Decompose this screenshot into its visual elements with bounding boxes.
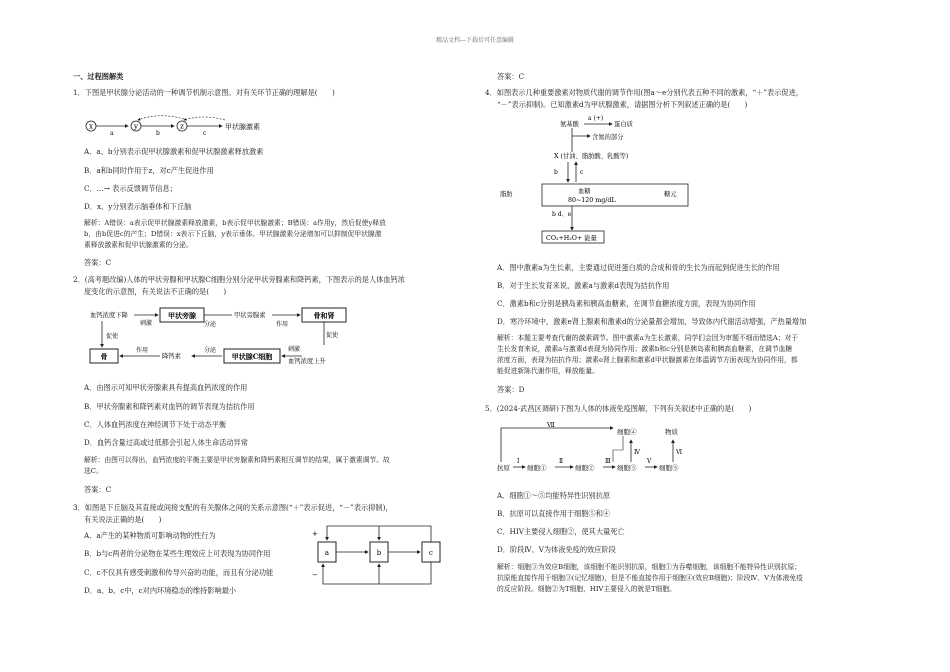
q2-stem-line2: 度变化的示意图，有关说法不正确的是( ) bbox=[84, 287, 227, 296]
q2-label-promote2: 促使 bbox=[326, 332, 339, 339]
q5-label-c3: 细胞③ bbox=[617, 464, 637, 472]
q3-option-d: D．a、b、c中，c对内环境稳态的维持影响最小 bbox=[84, 586, 237, 595]
q4-diagram bbox=[500, 112, 690, 244]
q1-analysis-line1: 解析：A错误：a表示促甲状腺激素释放激素，b表示促甲状腺激素；B错误：a作用y，然后促使y释放 bbox=[84, 219, 386, 227]
q4-option-c: C．激素b和c分别是胰岛素和胰高血糖素，在调节血糖浓度方面，表现为协同作用 bbox=[497, 299, 756, 308]
q2-label-act1: 作用 bbox=[276, 321, 289, 328]
q2-label-promote: 促使 bbox=[106, 333, 119, 340]
q4-stem-line2: “－”表示抑制)。已知激素d为甲状腺激素，请据图分析下列叙述正确的是( ) bbox=[497, 100, 748, 109]
q5-label-c2: 细胞② bbox=[575, 464, 595, 472]
q2-label-act2: 作用 bbox=[136, 347, 149, 354]
q3-label-b: b bbox=[376, 549, 382, 557]
q3-stem-line1: 3．如图是下丘脑及其直接或间接支配的有关腺体之间的关系示意图(“＋”表示促进，“－”表示抑制)， bbox=[73, 503, 393, 512]
q2-label-bone: 骨 bbox=[100, 352, 108, 361]
q3-label-c: c bbox=[429, 549, 433, 557]
q5-label-antigen: 抗原 bbox=[497, 464, 510, 472]
q4-label-amino: 氨基酸 bbox=[560, 121, 579, 128]
q4-label-glucose: 血糖 bbox=[578, 188, 591, 195]
q1-option-d: D．x、y分别表示脑垂体和下丘脑 bbox=[84, 202, 192, 211]
q1-label-a: a bbox=[110, 130, 114, 137]
q4-label-end: CO₂+H₂O+ 能量 bbox=[546, 235, 597, 242]
q2-analysis-line1: 解析：由图可以得出，血钙浓度的平衡主要是甲状旁腺素和降钙素相互调节的结果，属于激素调节。故 bbox=[84, 456, 390, 464]
q1-option-c: C．…→ 表示反馈调节信息； bbox=[84, 184, 177, 193]
q2-answer: 答案：C bbox=[84, 485, 112, 494]
q2-label-stim2: 刺激 bbox=[288, 346, 301, 353]
q2-label-pth: 甲状旁腺素 bbox=[234, 312, 266, 319]
q4-analysis-line3: 浓度方面，表现为拮抗作用；激素e肾上腺素和激素d甲状腺激素在体温调节方面表现为协同作用，都 bbox=[497, 356, 798, 364]
q5-label-III: Ⅲ bbox=[605, 458, 611, 465]
q3-label-minus: − bbox=[312, 571, 318, 579]
q1-analysis-line2: b，由b促进c的产生；D错误：x表示下丘脑，y表示垂体。甲状腺激素分泌增加可以抑制促甲状腺激 bbox=[84, 230, 382, 238]
q1-analysis-line3: 素释放激素和促甲状腺激素的分泌。 bbox=[84, 241, 193, 249]
q1-label-c: c bbox=[203, 130, 207, 137]
q3-diagram bbox=[308, 520, 448, 592]
q5-label-substance: 物质 bbox=[665, 428, 678, 436]
q3-label-plus: + bbox=[312, 530, 318, 538]
q1-label-y: y bbox=[134, 122, 138, 131]
q3-option-a: A．a产生的某种物质可影响动物的性行为 bbox=[84, 531, 216, 540]
q2-option-a: A．由图示可知甲状旁腺素具有提高血钙浓度的作用 bbox=[84, 383, 248, 392]
q4-label-nitrogen: 含氮的部分 bbox=[592, 134, 624, 141]
q5-stem: 5．(2024·武昌区调研)下图为人体的体液免疫图解，下列有关叙述中正确的是( ) bbox=[485, 404, 752, 413]
q5-option-d: D．阶段Ⅳ、Ⅴ为体液免疫的效应阶段 bbox=[497, 545, 616, 554]
q1-diagram bbox=[84, 116, 284, 138]
q4-option-d: D．寒冷环境中，激素e肾上腺素和激素d的分泌量都会增加，导致体内代谢活动增强，产热量增加 bbox=[497, 317, 807, 326]
q4-analysis-line1: 解析：本题主要考查代谢的激素调节。图中激素a为生长激素，同学们会因为审题不细而错选A；对于 bbox=[497, 334, 799, 342]
q1-option-a: A．a、b分别表示促甲状腺激素和促甲状腺激素释放激素 bbox=[84, 147, 264, 156]
q4-stem-line1: 4．如图表示几种重要激素对物质代谢的调节作用(图a～e分别代表五种不同的激素，“＋”表示促进， bbox=[485, 88, 803, 97]
q2-label-calcitonin: 降钙素 bbox=[162, 353, 181, 360]
q4-analysis-line4: 能促进新陈代谢作用，释放能量。 bbox=[497, 367, 599, 375]
q3-label-a: a bbox=[324, 549, 330, 557]
q5-label-c4: 细胞④ bbox=[617, 428, 637, 436]
q5-option-b: B．抗原可以直接作用于细胞⑤和④ bbox=[497, 509, 611, 518]
q5-label-V: Ⅴ bbox=[647, 458, 652, 465]
q5-label-VI: Ⅵ bbox=[676, 449, 683, 456]
q4-label-protein: 蛋白质 bbox=[614, 121, 633, 128]
q5-option-a: A．细胞①～⑤均能特异性识别抗原 bbox=[497, 491, 611, 500]
q5-analysis-line1: 解析：细胞③为效应B细胞，该细胞不能识别抗原，细胞①为吞噬细胞，该细胞不能特异性识别抗原； bbox=[497, 563, 802, 571]
q4-option-a: A．图中激素a为生长素，主要通过促进蛋白质的合成和骨的生长为而起到促进生长的作用 bbox=[497, 263, 780, 272]
page-header: 精品文档---下载后可任意编辑 bbox=[435, 37, 515, 44]
q5-label-c5: 细胞⑤ bbox=[659, 464, 679, 472]
q5-label-II: Ⅱ bbox=[559, 458, 564, 465]
q1-answer: 答案：C bbox=[84, 258, 112, 267]
q2-label-para: 甲状旁腺 bbox=[168, 311, 196, 320]
q2-label-stim1: 刺激 bbox=[140, 320, 153, 327]
q5-label-c1: 细胞① bbox=[527, 464, 547, 472]
q4-label-glucose-range: 80~120 mg/dL bbox=[568, 197, 616, 204]
q3-option-c: C．c不仅具有感受刺激和传导兴奋的功能，而且有分泌功能 bbox=[84, 568, 274, 577]
q2-stem-line1: 2．(高考题改编)人体的甲状旁腺和甲状腺C细胞分别分泌甲状旁腺素和降钙素，下图表示的是人体血钙浓 bbox=[73, 275, 405, 284]
q4-label-c: c bbox=[580, 169, 584, 176]
q2-analysis-line2: 选C。 bbox=[84, 467, 103, 475]
q1-label-target: 甲状腺激素 bbox=[225, 123, 260, 131]
q5-label-IV: Ⅳ bbox=[634, 449, 640, 456]
q2-label-secrete2: 分泌 bbox=[204, 347, 217, 354]
q1-label-z: z bbox=[180, 122, 184, 131]
q1-label-x: x bbox=[89, 122, 93, 131]
q3-option-b: B．b与c两者的分泌物在某些生理效应上可表现为协同作用 bbox=[84, 549, 271, 558]
q4-option-b: B．对于生长发育来说，激素a与激素d表现为拮抗作用 bbox=[497, 281, 670, 290]
q4-answer: 答案：D bbox=[497, 385, 525, 394]
q2-option-c: C．人体血钙浓度在神经调节下处于动态平衡 bbox=[84, 420, 227, 429]
q5-label-I: Ⅰ bbox=[517, 458, 520, 465]
q2-option-d: D．血钙含量过高或过低都会引起人体生命活动异常 bbox=[84, 438, 248, 447]
q5-label-VII: Ⅶ bbox=[547, 422, 555, 429]
section-title: 一、过程图解类 bbox=[73, 72, 124, 81]
q5-analysis-line2: 抗原能直接作用于细胞③(记忆细胞)，但是不能直接作用于细胞④(效应B细胞)；阶段Ⅳ、Ⅴ为体液免疫 bbox=[497, 574, 803, 582]
q2-diagram bbox=[88, 305, 358, 367]
q2-label-bone-kidney: 骨和肾 bbox=[313, 311, 335, 320]
q4-label-a: a (+) bbox=[588, 115, 604, 122]
q2-label-rise: 血钙浓度上升 bbox=[288, 358, 326, 365]
q4-label-de: b d、e bbox=[552, 211, 572, 218]
q2-label-drop: 血钙浓度下降 bbox=[90, 312, 128, 319]
q2-label-ccell: 甲状腺C细胞 bbox=[231, 352, 273, 361]
q1-option-b: B．a和b同时作用于z，对c产生促进作用 bbox=[84, 166, 214, 175]
q4-label-fat: 脂肪 bbox=[500, 191, 513, 198]
q2-option-b: B．甲状旁腺素和降钙素对血钙的调节表现为拮抗作用 bbox=[84, 402, 255, 411]
q5-analysis-line3: 的反应阶段。细胞②为T细胞，HIV主要侵入的就是T细胞。 bbox=[497, 585, 676, 593]
q1-stem: 1．下图是甲状腺分泌活动的一种调节机制示意图。对有关环节正确的理解是( ) bbox=[73, 88, 335, 97]
q4-label-b: b bbox=[554, 169, 558, 176]
q4-label-x: X (甘油、脂肪酸、乳酸等) bbox=[554, 153, 629, 160]
q3-answer: 答案：C bbox=[497, 72, 525, 81]
q3-stem-line2: 有关说法正确的是( ) bbox=[84, 515, 162, 524]
q5-diagram bbox=[497, 420, 707, 476]
q4-label-glycogen: 糖元 bbox=[664, 191, 677, 198]
q1-label-b: b bbox=[156, 130, 160, 137]
q4-analysis-line2: 生长发育来说，激素a与激素d表现为协同作用；激素b和c分别是胰岛素和胰高血糖素，在调节血糖 bbox=[497, 345, 793, 353]
q2-label-secrete1: 分泌 bbox=[204, 321, 217, 328]
q5-option-c: C．HIV主要侵入细胞②，使其大量死亡 bbox=[497, 527, 625, 536]
